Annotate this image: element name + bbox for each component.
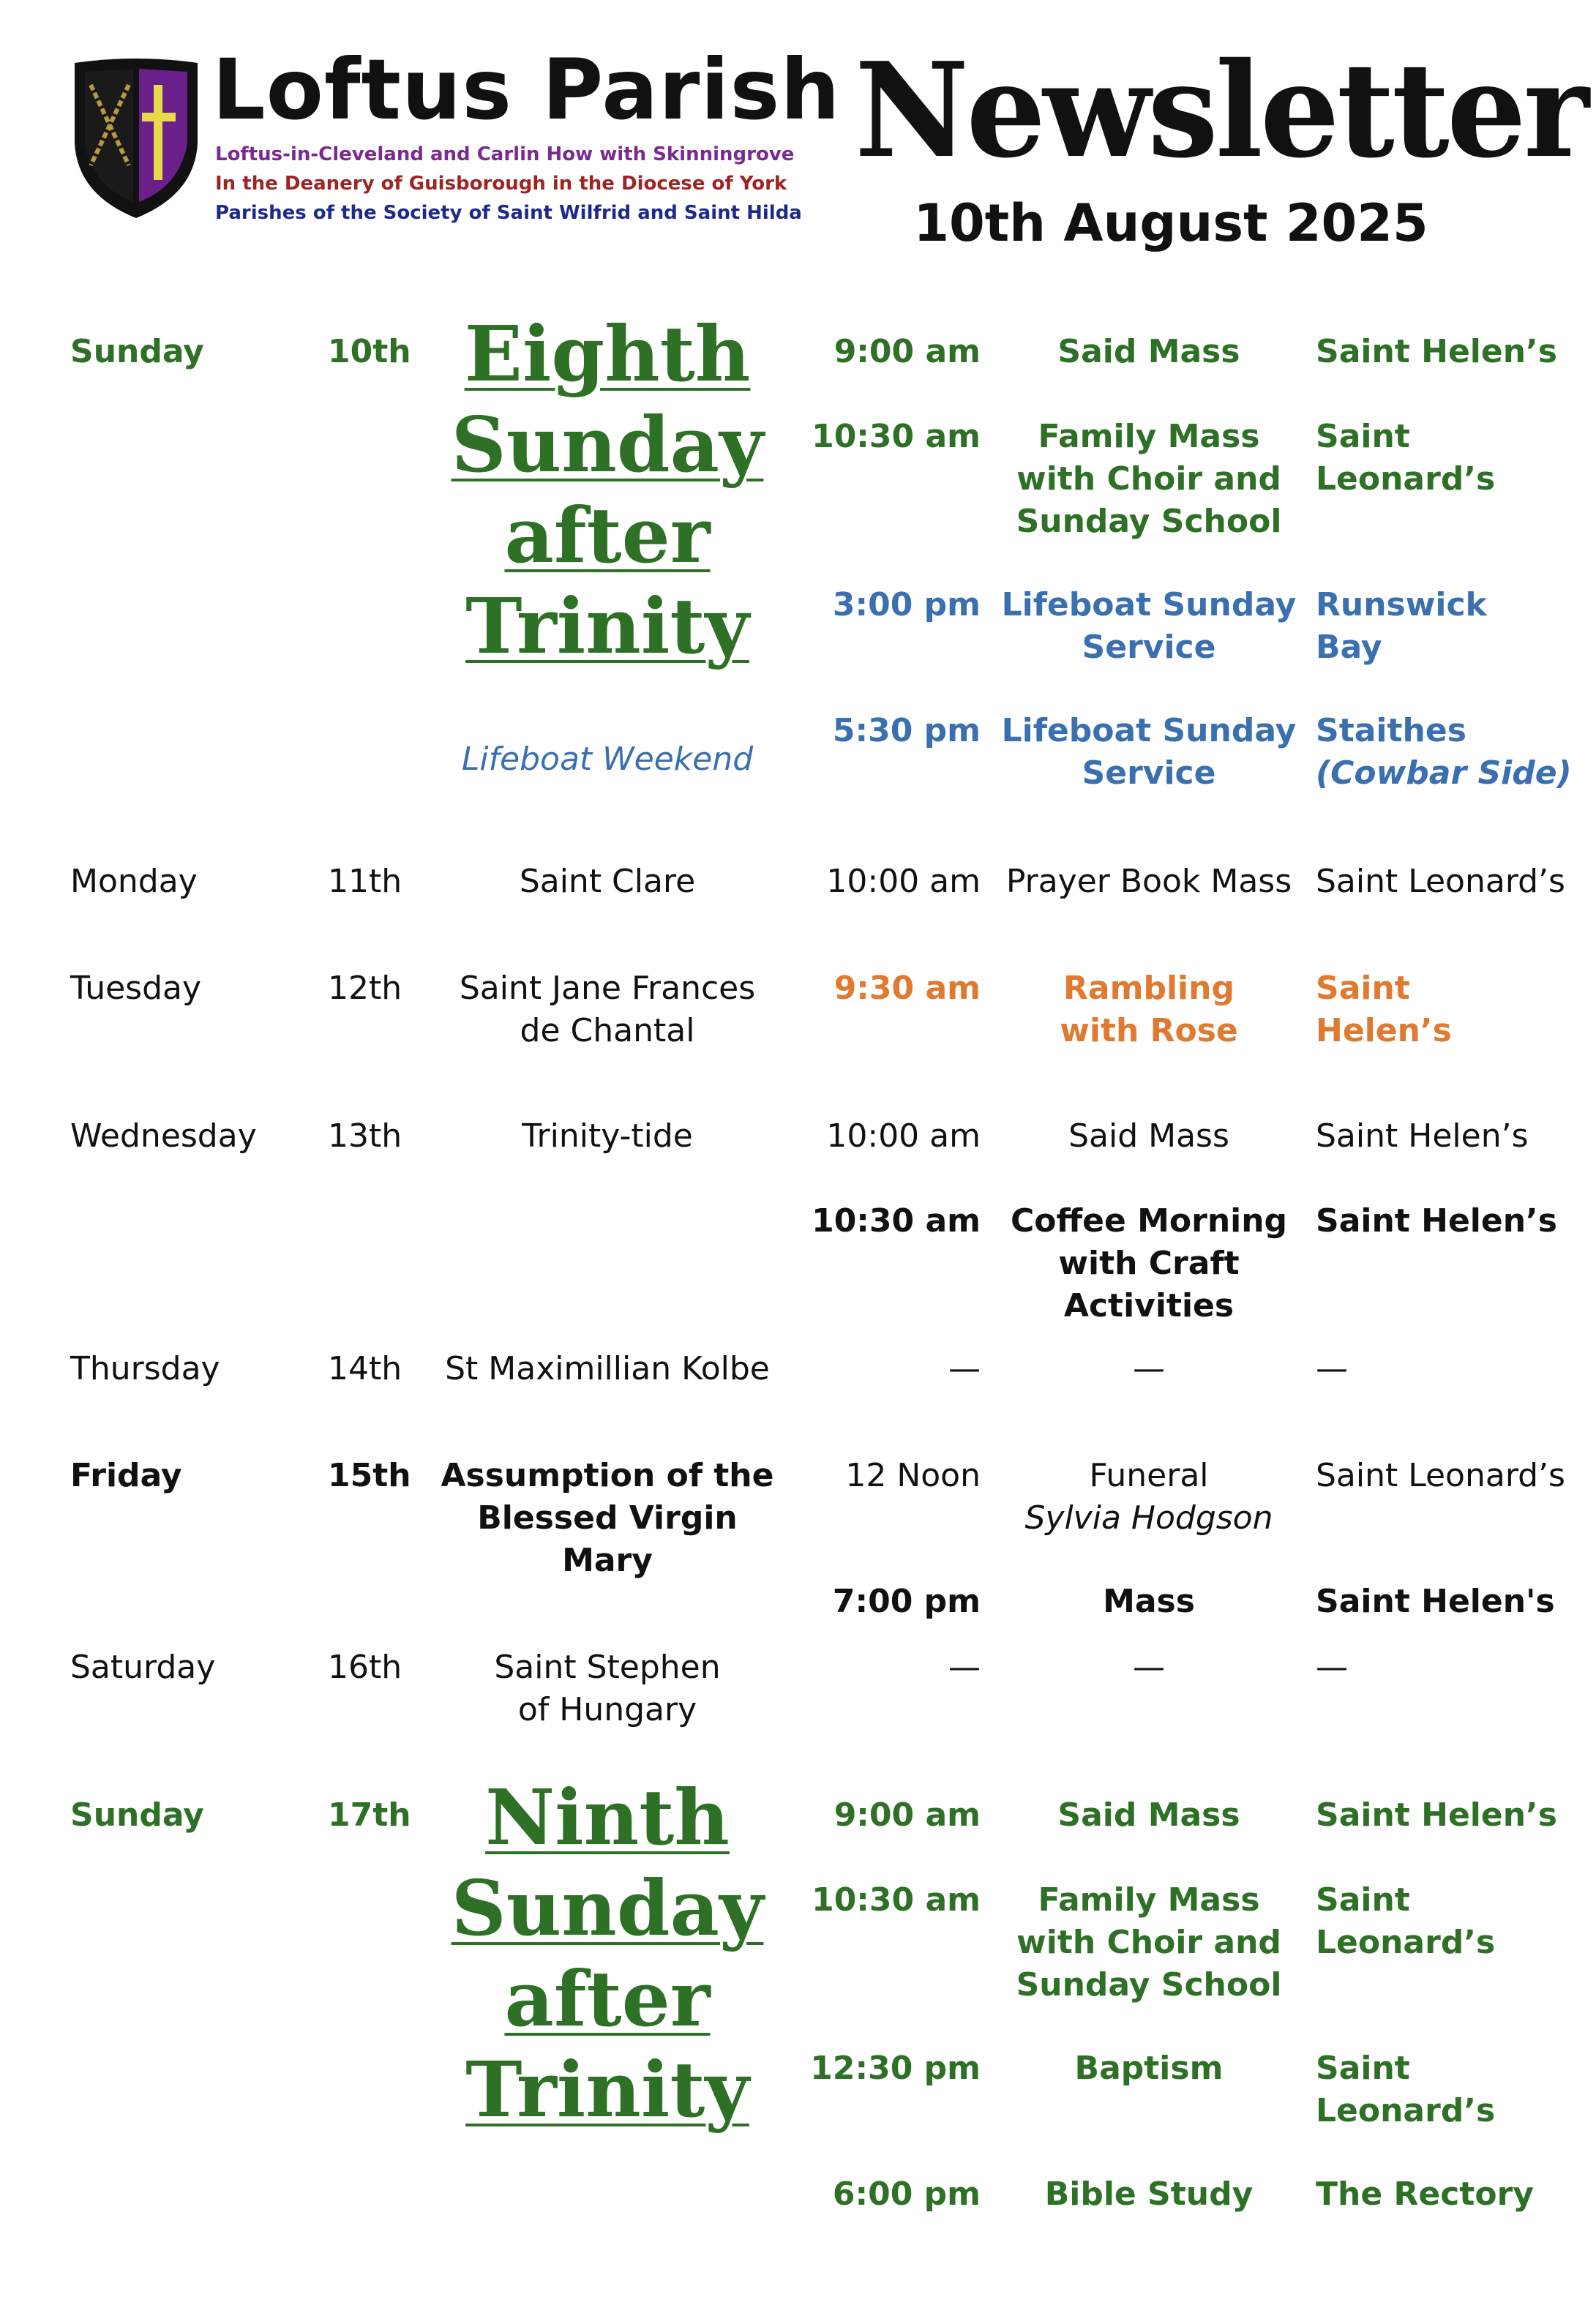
newsletter-date: 10th August 2025: [913, 193, 1428, 253]
day-monday: Monday: [70, 863, 198, 900]
feast-line: of Hungary: [517, 1691, 697, 1728]
event-location-line: Runswick: [1316, 586, 1487, 623]
event-location: [1316, 584, 1594, 669]
date-15th: 15th: [328, 1457, 411, 1494]
event-service: Lifeboat Sunday Service: [1001, 586, 1297, 666]
parish-subtitle-deanery: In the Deanery of Guisborough in the Diocese of York: [215, 173, 787, 195]
lifeboat-weekend-note: Lifeboat Weekend: [461, 741, 754, 778]
event-time: 9:00 am: [833, 1796, 981, 1834]
event-location: Saint Helen’s: [1316, 1202, 1557, 1240]
event-time: 10:30 am: [812, 1202, 981, 1240]
event-service: Rambling with Rose: [1060, 970, 1238, 1049]
event-service: Prayer Book Mass: [1005, 863, 1292, 900]
event-location: Saint Leonard’s: [1316, 1457, 1565, 1494]
event-time: —: [948, 1649, 981, 1686]
funeral-name: Sylvia Hodgson: [1024, 1499, 1273, 1537]
parish-subtitle-benefice: Loftus-in-Cleveland and Carlin How with Skinningrove: [215, 143, 795, 165]
date-12th: 12th: [328, 970, 402, 1007]
event-location: Saint Helen’s: [1316, 333, 1557, 370]
event-location: Saint Helen’s: [1316, 1117, 1529, 1155]
event-location-line: Bay: [1316, 629, 1382, 666]
event-location: Saint Leonard’s: [1316, 863, 1565, 900]
event-location-line: Leonard’s: [1316, 2092, 1496, 2129]
event-time: 10:00 am: [826, 1117, 981, 1155]
event-service: Lifeboat Sunday Service: [1001, 712, 1297, 792]
feast-word: Trinity: [465, 581, 749, 671]
day-thursday: Thursday: [70, 1350, 220, 1387]
feast-ninth-sunday-after-trinity: [439, 1772, 776, 2135]
event-time: 10:30 am: [812, 418, 981, 455]
date-16th: 16th: [328, 1649, 402, 1686]
event-time: 5:30 pm: [832, 712, 981, 749]
parish-crest-logo: [70, 56, 202, 221]
event-location: [1316, 710, 1594, 795]
feast-word: Trinity: [465, 2044, 749, 2135]
newsletter-title: Newsletter: [855, 34, 1587, 187]
event-location: —: [1316, 1350, 1348, 1387]
date-11th: 11th: [328, 863, 402, 900]
feast-saint-clare: Saint Clare: [519, 863, 696, 900]
parish-subtitle-society: Parishes of the Society of Saint Wilfrid and Saint Hilda: [215, 202, 802, 224]
day-sunday-10: Sunday: [70, 333, 204, 370]
date-14th: 14th: [328, 1350, 402, 1387]
event-location: [1316, 1879, 1594, 1964]
event-time: 7:00 pm: [832, 1583, 981, 1620]
day-saturday: Saturday: [70, 1649, 216, 1686]
feast-word: Ninth: [485, 1772, 730, 1862]
event-time: 6:00 pm: [832, 2175, 981, 2213]
event-service: Coffee Morning with Craft Activities: [1010, 1202, 1288, 1324]
event-service: Family Mass with Choir and Sunday School: [1016, 1881, 1282, 2004]
day-wednesday: Wednesday: [70, 1117, 257, 1155]
event-time: 10:00 am: [826, 863, 981, 900]
event-location: Saint Helen's: [1316, 1583, 1555, 1620]
date-10th: 10th: [328, 333, 411, 370]
event-service: Baptism: [1074, 2050, 1224, 2087]
event-service: Said Mass: [1057, 333, 1240, 370]
feast-saint-stephen: [439, 1646, 776, 1731]
day-tuesday: Tuesday: [70, 970, 202, 1007]
event-service: Bible Study: [1044, 2175, 1254, 2213]
feast-word: after: [504, 1954, 711, 2044]
event-location-line: Staithes: [1316, 712, 1466, 749]
feast-trinity-tide: Trinity-tide: [522, 1117, 693, 1155]
parish-title: Loftus Parish: [212, 41, 841, 138]
event-time: 9:30 am: [833, 970, 981, 1007]
feast-assumption: Assumption of the Blessed Virgin Mary: [441, 1457, 774, 1579]
event-location-line: Leonard’s: [1316, 1924, 1496, 1961]
event-location: The Rectory: [1316, 2175, 1534, 2213]
event-location-line: Saint: [1316, 1881, 1410, 1919]
event-location-line: (Cowbar Side): [1316, 754, 1572, 792]
event-service: Said Mass: [1057, 1796, 1240, 1834]
event-time: 12 Noon: [845, 1457, 981, 1494]
feast-line: Saint Stephen: [494, 1649, 721, 1686]
feast-word: Sunday: [451, 400, 764, 490]
event-location: —: [1316, 1649, 1348, 1686]
date-17th: 17th: [328, 1796, 411, 1834]
day-friday: Friday: [70, 1457, 182, 1494]
event-location-line: Saint: [1316, 2050, 1410, 2087]
event-time: 10:30 am: [812, 1881, 981, 1919]
event-location: [1316, 2047, 1594, 2132]
event-service: [995, 1455, 1303, 1540]
event-service: Family Mass with Choir and Sunday School: [1016, 418, 1282, 540]
feast-eighth-sunday-after-trinity: [439, 309, 776, 672]
feast-word: after: [504, 490, 711, 580]
date-13th: 13th: [328, 1117, 402, 1155]
event-service: Said Mass: [1068, 1117, 1229, 1155]
feast-st-maximillian-kolbe: St Maximillian Kolbe: [445, 1350, 770, 1387]
event-time: —: [948, 1350, 981, 1387]
event-location: Saint Helen’s: [1316, 1796, 1557, 1834]
feast-word: Sunday: [451, 1863, 764, 1953]
event-location-line: Helen’s: [1316, 1012, 1452, 1049]
event-service-line: Funeral: [1089, 1457, 1209, 1494]
event-time: 9:00 am: [833, 333, 981, 370]
event-time: 12:30 pm: [810, 2050, 981, 2087]
event-service: —: [1133, 1649, 1165, 1686]
event-time: 3:00 pm: [832, 586, 981, 623]
feast-word: Eighth: [464, 309, 751, 399]
event-location: Saint Leonard’s: [1316, 418, 1496, 498]
feast-saint-jane-frances: Saint Jane Frances de Chantal: [459, 970, 756, 1049]
event-service: Mass: [1103, 1583, 1195, 1620]
event-service: —: [1133, 1350, 1165, 1387]
event-location-line: Saint: [1316, 970, 1410, 1007]
day-sunday-17: Sunday: [70, 1796, 204, 1834]
event-location: [1316, 967, 1594, 1052]
